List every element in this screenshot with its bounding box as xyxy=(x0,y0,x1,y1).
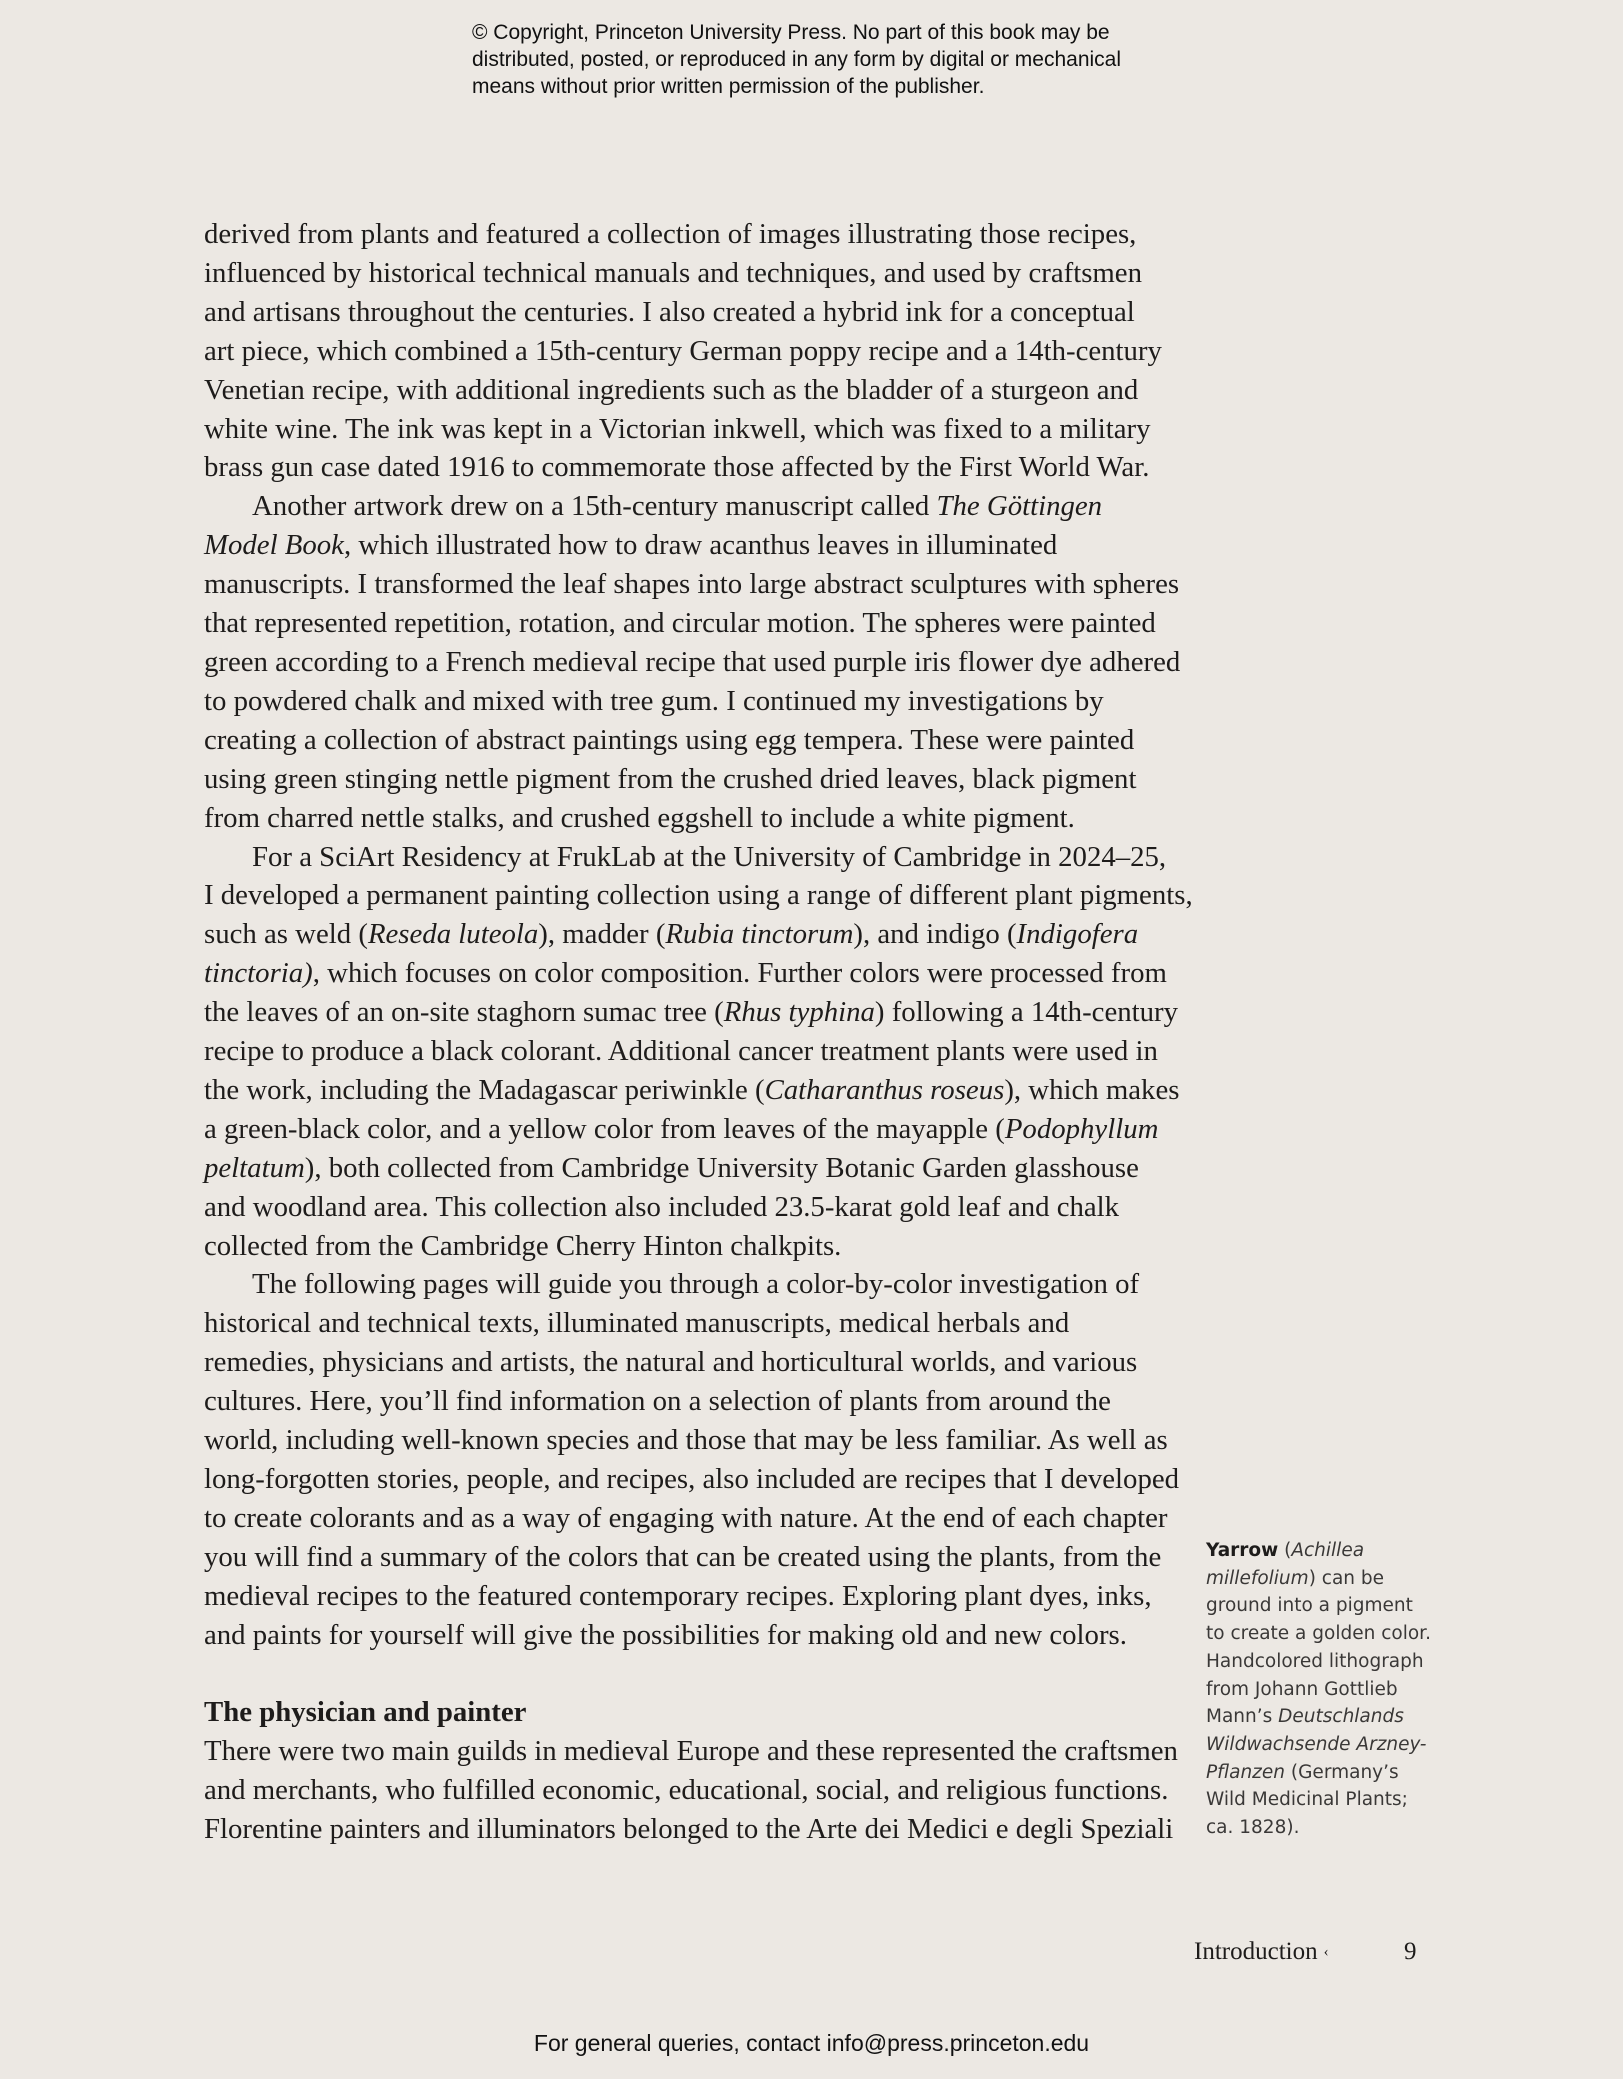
text-line: There were two main guilds in medieval Europe and these represented the craftsmen xyxy=(204,1735,1178,1768)
text-line: For a SciArt Residency at FrukLab at the University of Cambridge in 2024–25, xyxy=(252,840,1167,873)
text-line: recipe to produce a black colorant. Additional cancer treatment plants were used in xyxy=(204,1035,1158,1068)
text-line: a green-black color, and a yellow color from leaves of the mayapple (Podophyllum xyxy=(204,1112,1159,1145)
text-line: manuscripts. I transformed the leaf shapes into large abstract sculptures with spheres xyxy=(204,568,1180,601)
text-line: creating a collection of abstract paintings using egg tempera. These were painted xyxy=(204,723,1135,756)
copyright-line: distributed, posted, or reproduced in any form by digital or mechanical xyxy=(472,48,1122,71)
caption-line: Wild Medicinal Plants; xyxy=(1206,1789,1408,1811)
caption-line: Yarrow (Achillea xyxy=(1206,1540,1365,1561)
caption-line: Mann’s Deutschlands xyxy=(1206,1706,1404,1728)
caption-line: millefolium) can be xyxy=(1206,1567,1385,1589)
text-line: tinctoria), which focuses on color composition. Further colors were processed from xyxy=(204,957,1167,990)
text-line: such as weld (Reseda luteola), madder (Rubia tinctorum), and indigo (Indigofera xyxy=(204,918,1139,951)
caption-line: ground into a pigment xyxy=(1206,1595,1413,1617)
text-line: Model Book, which illustrated how to draw acanthus leaves in illuminated xyxy=(204,529,1058,562)
text-line: influenced by historical technical manuals and techniques, and used by craftsmen xyxy=(204,256,1142,289)
species-name: Rubia tinctorum xyxy=(665,918,854,951)
text-line: medieval recipes to the featured contemporary recipes. Exploring plant dyes, inks, xyxy=(204,1579,1152,1612)
chevron-left-icon: ‹ xyxy=(1323,1944,1329,1960)
text-line: cultures. Here, you’ll find information on a selection of plants from around the xyxy=(204,1385,1111,1418)
text-line: derived from plants and featured a collection of images illustrating those recipes, xyxy=(204,218,1137,250)
text-line: art piece, which combined a 15th-century German poppy recipe and a 14th-century xyxy=(204,334,1162,367)
text-line: peltatum), both collected from Cambridge University Botanic Garden glasshouse xyxy=(204,1151,1139,1184)
text-line: to powdered chalk and mixed with tree gum. I continued my investigations by xyxy=(204,684,1104,717)
section-label: Introduction xyxy=(1194,1938,1318,1965)
copyright-line: means without prior written permission of the publisher. xyxy=(472,75,985,98)
figure-caption xyxy=(1206,1537,1441,1842)
species-name: Rhus typhina xyxy=(723,996,875,1029)
page-number: 9 xyxy=(1404,1938,1417,1965)
text-line: green according to a French medieval recipe that used purple iris flower dye adhered xyxy=(204,645,1181,678)
section-gap xyxy=(204,1655,1194,1694)
text-line: collected from the Cambridge Cherry Hinton chalkpits. xyxy=(204,1229,842,1262)
text-line: Florentine painters and illuminators belonged to the Arte dei Medici e degli Speziali xyxy=(204,1813,1174,1846)
text-line: and paints for yourself will give the possibilities for making old and new colors. xyxy=(204,1618,1127,1651)
caption-line: from Johann Gottlieb xyxy=(1206,1678,1398,1700)
text-line: I developed a permanent painting collection using a range of different plant pigments, xyxy=(204,879,1193,912)
caption-line: Handcolored lithograph xyxy=(1206,1650,1424,1672)
section-heading: The physician and painter xyxy=(204,1696,527,1729)
text-line: Another artwork drew on a 15th-century manuscript called The Göttingen xyxy=(252,490,1103,523)
book-title: Model Book xyxy=(204,529,344,562)
text-line: to create colorants and as a way of engaging with nature. At the end of each chapter xyxy=(204,1501,1168,1534)
text-line: and woodland area. This collection also included 23.5-karat gold leaf and chalk xyxy=(204,1190,1120,1223)
body-text xyxy=(204,215,1194,1849)
species-name: Podophyllum xyxy=(1004,1112,1159,1145)
caption-line: ca. 1828). xyxy=(1206,1817,1300,1839)
caption-line: Pflanzen (Germany’s xyxy=(1206,1761,1399,1783)
text-line: historical and technical texts, illuminated manuscripts, medical herbals and xyxy=(204,1307,1070,1340)
text-line: brass gun case dated 1916 to commemorate those affected by the First World War. xyxy=(204,451,1150,484)
species-name: tinctoria) xyxy=(204,957,313,990)
text-line: long-forgotten stories, people, and recipes, also included are recipes that I developed xyxy=(204,1463,1180,1495)
species-name: Catharanthus roseus xyxy=(764,1073,1005,1106)
species-name: Reseda luteola xyxy=(367,918,539,951)
contact-notice: For general queries, contact info@press.princeton.edu xyxy=(533,2030,1090,2056)
text-line: the work, including the Madagascar periwinkle (Catharanthus roseus), which makes xyxy=(204,1073,1180,1106)
text-line: Venetian recipe, with additional ingredients such as the bladder of a sturgeon and xyxy=(204,373,1139,406)
caption-line: Wildwachsende Arzney- xyxy=(1206,1733,1427,1755)
book-title: The Göttingen xyxy=(936,490,1103,523)
text-line: world, including well-known species and those that may be less familiar. As well as xyxy=(204,1424,1168,1457)
caption-line: to create a golden color. xyxy=(1206,1623,1431,1645)
running-footer xyxy=(1194,1938,1329,1966)
caption-plant-name: Yarrow xyxy=(1206,1540,1279,1561)
text-line: and merchants, who fulfilled economic, educational, social, and religious functions. xyxy=(204,1774,1169,1807)
species-name: Indigofera xyxy=(1016,918,1139,951)
text-line: white wine. The ink was kept in a Victorian inkwell, which was fixed to a military xyxy=(204,412,1151,445)
copyright-notice xyxy=(472,19,1232,100)
text-line: from charred nettle stalks, and crushed eggshell to include a white pigment. xyxy=(204,801,1075,834)
text-line: the leaves of an on-site staghorn sumac tree (Rhus typhina) following a 14th-century xyxy=(204,996,1179,1029)
text-line: and artisans throughout the centuries. I also created a hybrid ink for a conceptual xyxy=(204,295,1135,328)
text-line: you will find a summary of the colors that can be created using the plants, from the xyxy=(204,1540,1162,1573)
copyright-line: © Copyright, Princeton University Press. No part of this book may be xyxy=(472,21,1110,44)
text-line: that represented repetition, rotation, and circular motion. The spheres were painted xyxy=(204,607,1156,640)
species-name: peltatum xyxy=(204,1151,305,1184)
text-line: The following pages will guide you through a color-by-color investigation of xyxy=(252,1268,1140,1301)
text-line: using green stinging nettle pigment from the crushed dried leaves, black pigment xyxy=(204,762,1137,795)
text-line: remedies, physicians and artists, the natural and horticultural worlds, and various xyxy=(204,1346,1138,1379)
